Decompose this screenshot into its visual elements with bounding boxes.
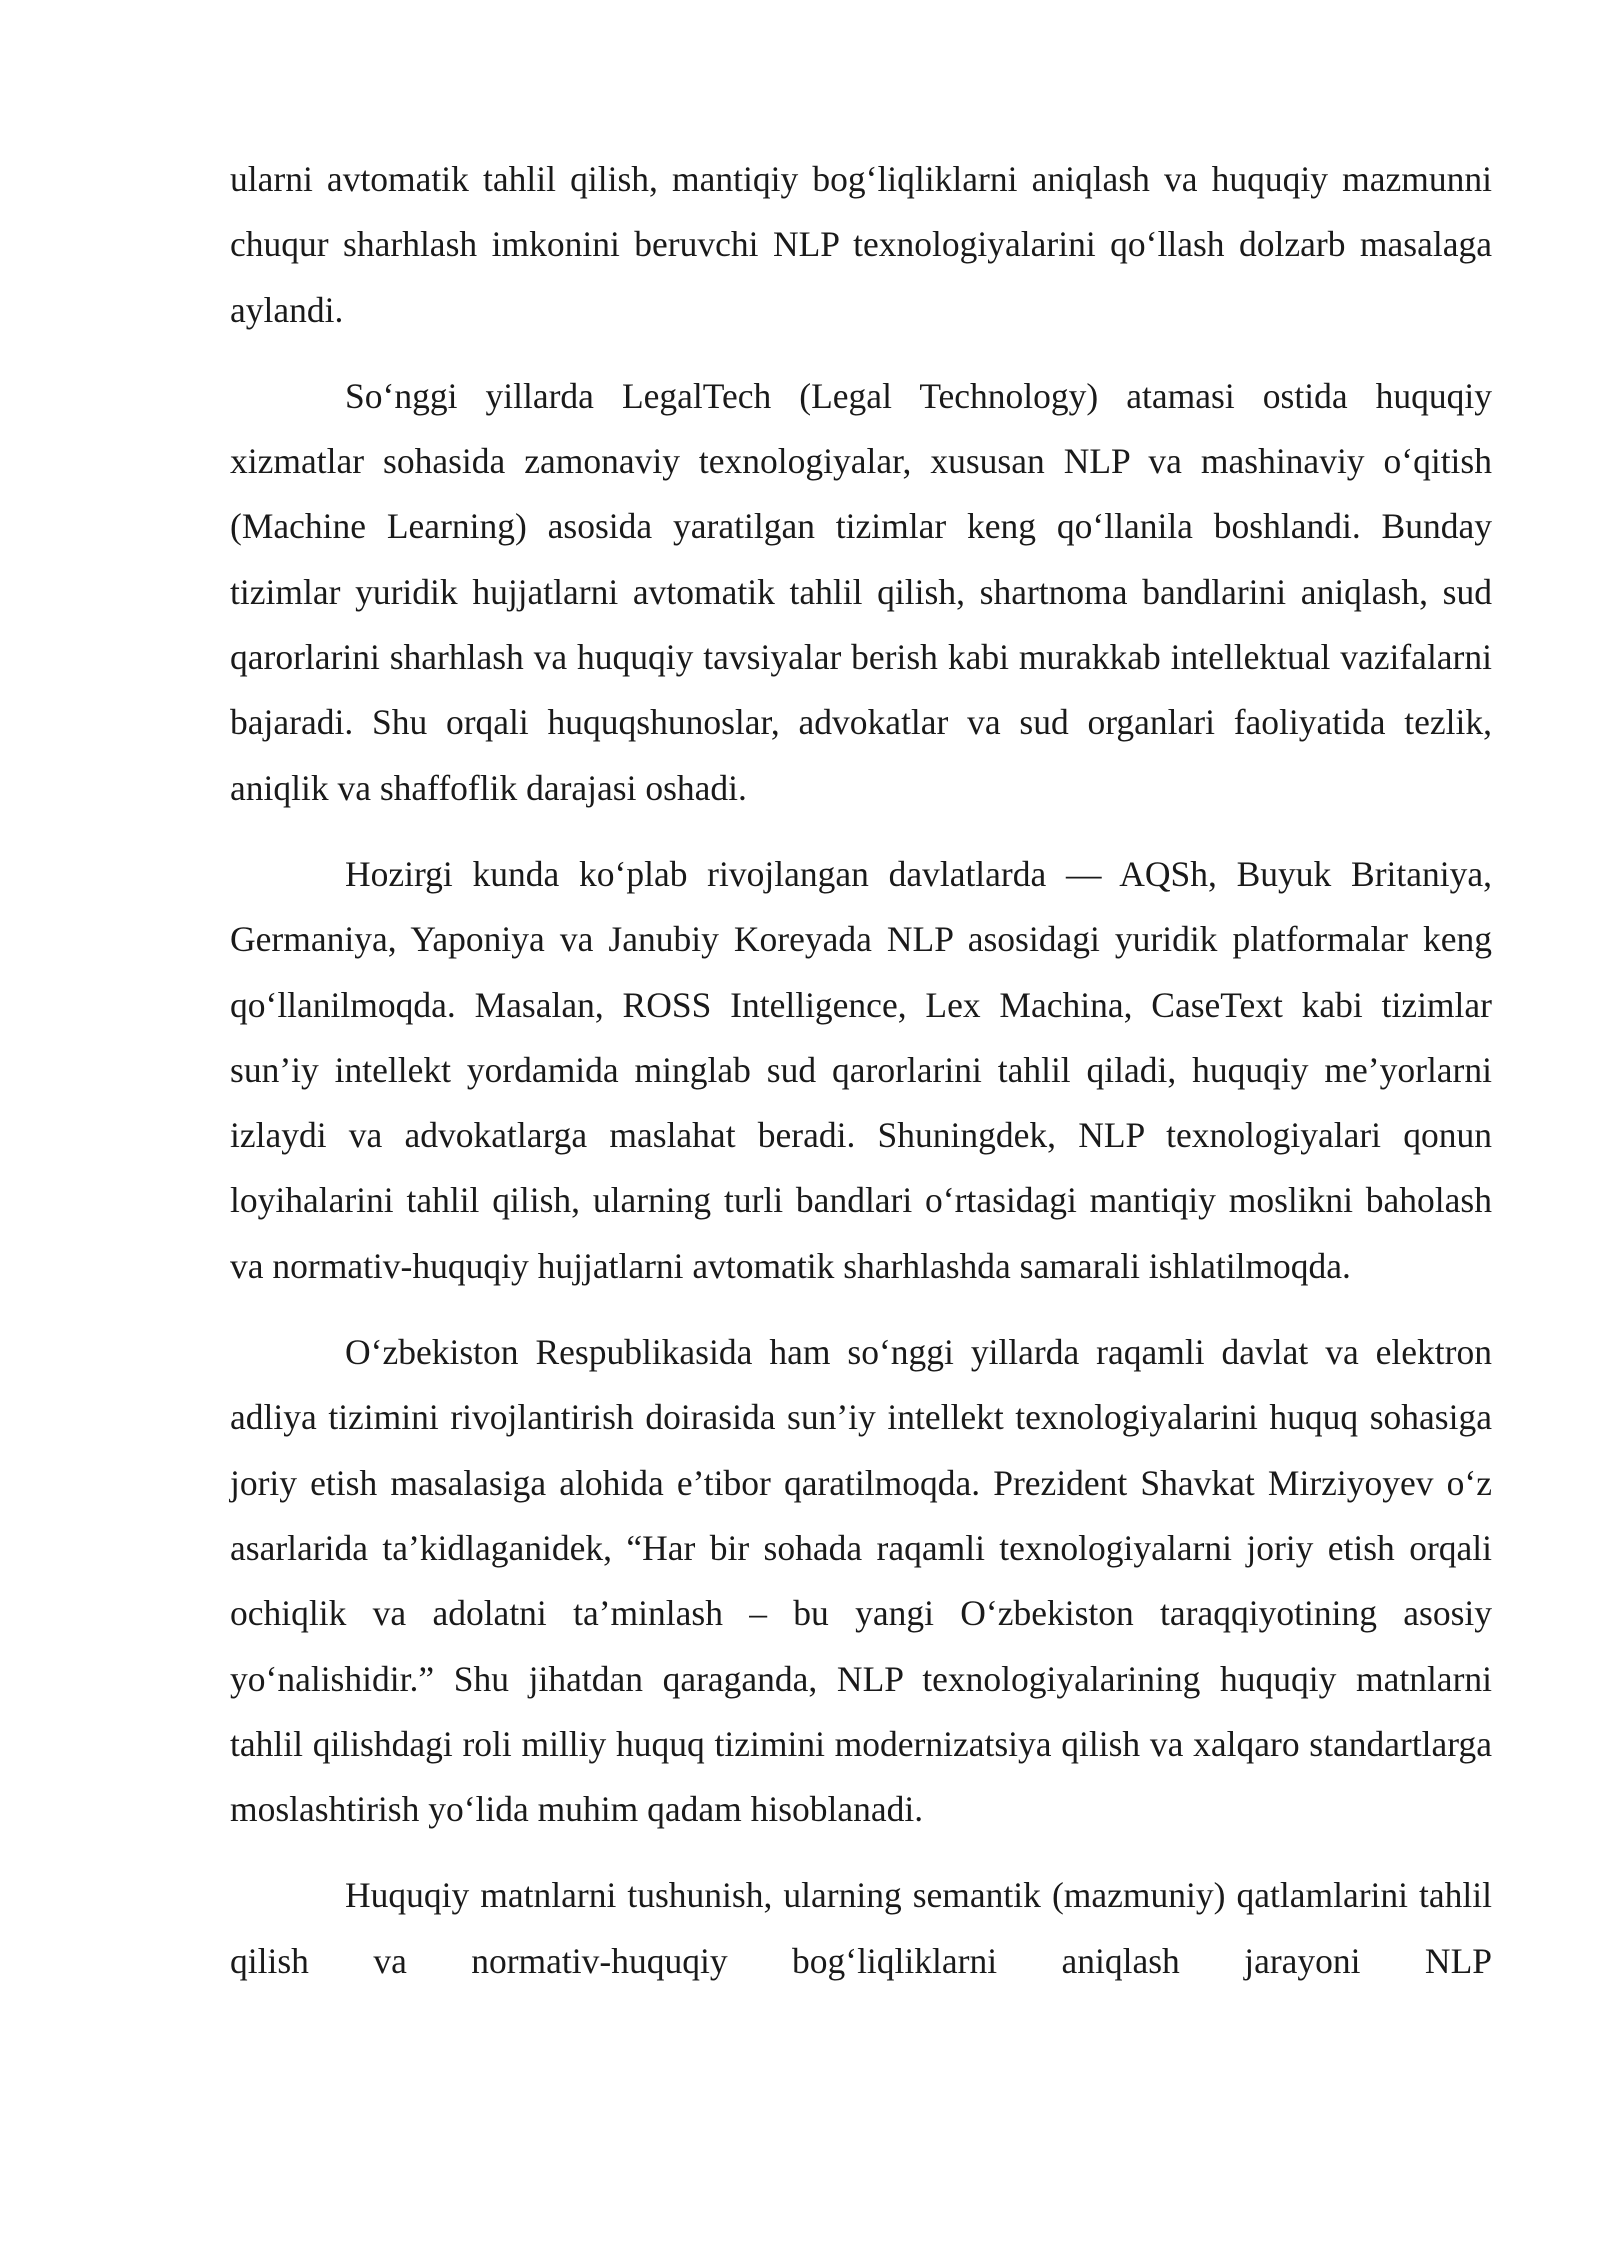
document-page [230, 147, 1492, 2015]
paragraph: ularni avtomatik tahlil qilish, mantiqiy bog‘liqliklarni aniqlash va huquqiy mazmunni chuqur sharhlash imkonini beruvchi NLP texnologiyalarini qo‘llash dolzarb masalaga aylandi. [230, 159, 1492, 330]
paragraph: O‘zbekiston Respublikasida ham so‘nggi yillarda raqamli davlat va elektron adliya tizimini rivojlantirish doirasida sun’iy intellekt texnologiyalarini huquq sohasiga joriy etish masalasiga alohida e’tibor qaratilmoqda. Prezident Shavkat Mirziyoyev o‘z asarlarida ta’kidlaganidek, “Har bir sohada raqamli texnologiyalarni joriy etish orqali ochiqlik va adolatni ta’minlash – bu yangi O‘zbekiston taraqqiyotining asosiy yo‘nalishidir.” Shu jihatdan qaraganda, NLP texnologiyalarining huquqiy matnlarni tahlil qilishdagi roli milliy huquq tizimini modernizatsiya qilish va xalqaro standartlarga moslashtirish yo‘lida muhim qadam hisoblanadi. [230, 1332, 1492, 1830]
paragraph: Huquqiy matnlarni tushunish, ularning semantik (mazmuniy) qatlamlarini tahlil qilish va normativ-huquqiy bog‘liqliklarni aniqlash jarayoni NLP [230, 1875, 1492, 1981]
paragraph: So‘nggi yillarda LegalTech (Legal Technology) atamasi ostida huquqiy xizmatlar sohasida zamonaviy texnologiyalar, xususan NLP va mashinaviy o‘qitish (Machine Learning) asosida yaratilgan tizimlar keng qo‘llanila boshlandi. Bunday tizimlar yuridik hujjatlarni avtomatik tahlil qilish, shartnoma bandlarini aniqlash, sud qarorlarini sharhlash va huquqiy tavsiyalar berish kabi murakkab intellektual vazifalarni bajaradi. Shu orqali huquqshunoslar, advokatlar va sud organlari faoliyatida tezlik, aniqlik va shaffoflik darajasi oshadi. [230, 375, 1492, 808]
paragraph: Hozirgi kunda ko‘plab rivojlangan davlatlarda — AQSh, Buyuk Britaniya, Germaniya, Yaponiya va Janubiy Koreyada NLP asosidagi yuridik platformalar keng qo‘llanilmoqda. Masalan, ROSS Intelligence, Lex Machina, CaseText kabi tizimlar sun’iy intellekt yordamida minglab sud qarorlarini tahlil qiladi, huquqiy me’yorlarni izlaydi va advokatlarga maslahat beradi. Shuningdek, NLP texnologiyalari qonun loyihalarini tahlil qilish, ularning turli bandlari o‘rtasidagi mantiqiy moslikni baholash va normativ-huquqiy hujjatlarni avtomatik sharhlashda samarali ishlatilmoqda. [230, 853, 1492, 1286]
